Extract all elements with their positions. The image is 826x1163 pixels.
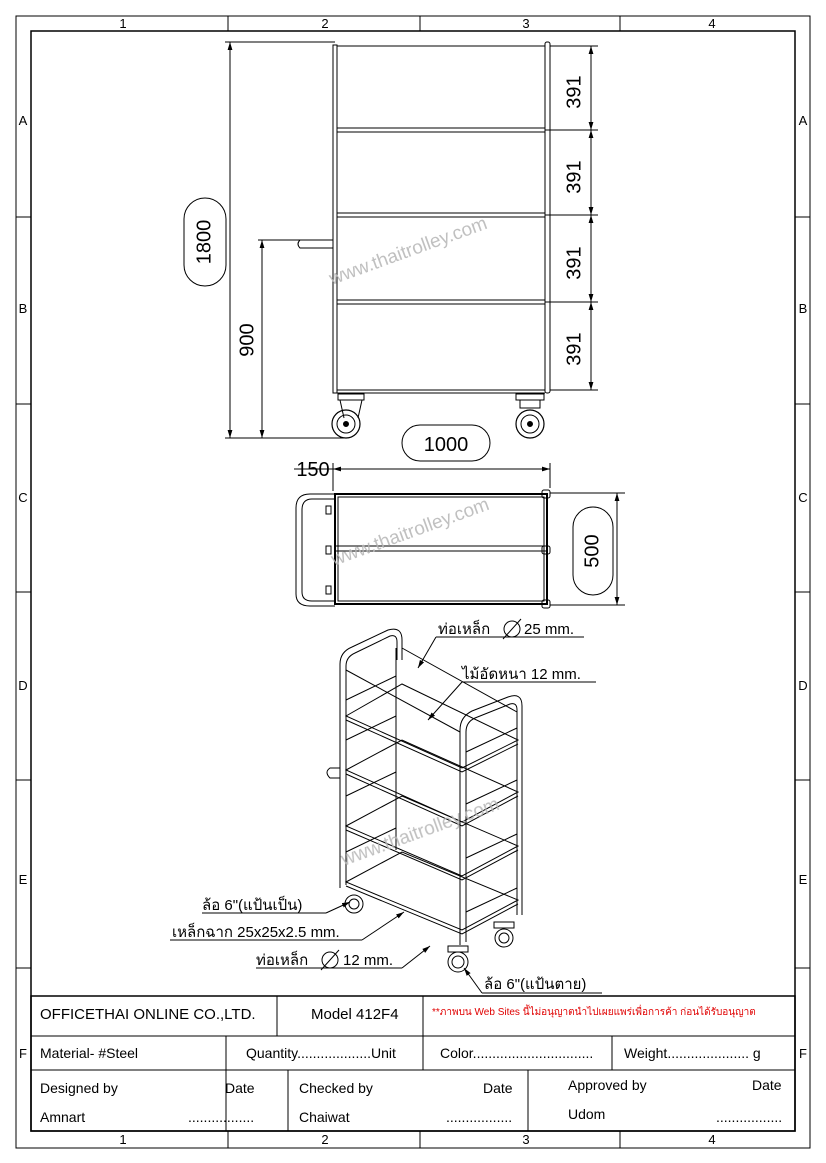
grid-row-b-right: B [798, 301, 808, 316]
checked-by-name: Chaiwat [299, 1109, 350, 1125]
grid-row-a-left: A [18, 113, 28, 128]
outer-border [16, 16, 810, 1148]
callout-angle-steel: เหล็กฉาก 25x25x2.5 mm. [172, 924, 340, 941]
approved-by-label: Approved by [568, 1077, 647, 1093]
designed-by-name: Amnart [40, 1109, 86, 1125]
checked-date-label: Date [483, 1080, 513, 1096]
dim-shelf-4: 391 [563, 332, 586, 366]
approved-by-name: Udom [568, 1106, 606, 1122]
grid-row-b-left: B [18, 301, 28, 316]
inner-border [31, 31, 795, 1131]
grid-row-c-right: C [798, 490, 808, 505]
grid-row-f-left: F [19, 1046, 27, 1061]
callout-plywood: ไม้อัดหนา 12 mm. [462, 666, 581, 683]
dim-handle-offset: 150 [296, 459, 330, 481]
dim-shelf-2: 391 [563, 160, 586, 194]
grid-ticks [16, 16, 810, 1148]
material: Material- #Steel [40, 1045, 139, 1061]
checked-date-value: ................. [446, 1109, 513, 1125]
color: Color............................... [440, 1045, 594, 1061]
callout-steel-tube: ท่อเหล็ก [438, 621, 491, 638]
grid-col-3-top: 3 [522, 16, 530, 31]
watermark-side: www.thaitrolley.com [326, 213, 491, 290]
callout-fixed-wheel: ล้อ 6"(แป้นตาย) [484, 976, 587, 993]
quantity: Quantity...................Unit [246, 1045, 396, 1061]
grid-col-1-bottom: 1 [119, 1132, 127, 1147]
watermark-iso: www.thaitrolley.com [338, 794, 503, 871]
grid-row-e-left: E [18, 872, 28, 887]
grid-row-d-left: D [18, 678, 28, 693]
grid-col-3-bottom: 3 [522, 1132, 530, 1147]
callout-steel-tube-size: 25 mm. [524, 621, 575, 638]
grid-col-4-bottom: 4 [708, 1132, 716, 1147]
checked-by-label: Checked by [299, 1080, 373, 1096]
grid-col-1-top: 1 [119, 16, 127, 31]
weight: Weight..................... g [624, 1045, 761, 1061]
company-name: OFFICETHAI ONLINE CO.,LTD. [40, 1006, 256, 1023]
dim-shelf-1: 391 [563, 75, 586, 109]
dim-depth: 500 [581, 534, 604, 568]
grid-row-d-right: D [798, 678, 808, 693]
designed-date-value: ................. [188, 1109, 255, 1125]
approved-date-value: ................. [716, 1109, 783, 1125]
designed-by-label: Designed by [40, 1080, 118, 1096]
approved-date-label: Date [752, 1077, 782, 1093]
dim-overall-width: 1000 [423, 434, 469, 456]
grid-col-4-top: 4 [708, 16, 716, 31]
grid-col-2-top: 2 [321, 16, 329, 31]
callout-swivel-wheel: ล้อ 6"(แป้นเป็น) [202, 897, 303, 914]
designed-date-label: Date [225, 1080, 255, 1096]
callout-small-tube-size: 12 mm. [343, 952, 394, 969]
grid-row-a-right: A [798, 113, 808, 128]
grid-row-f-right: F [799, 1046, 807, 1061]
model-number: Model 412F4 [311, 1006, 399, 1023]
grid-col-2-bottom: 2 [321, 1132, 329, 1147]
grid-row-c-left: C [18, 490, 28, 505]
dim-total-height: 1800 [193, 219, 216, 265]
grid-row-e-right: E [798, 872, 808, 887]
watermark-top: www.thaitrolley.com [328, 494, 493, 571]
dim-handle-height: 900 [236, 323, 259, 357]
dim-shelf-3: 391 [563, 246, 586, 280]
top-view [294, 463, 625, 608]
copyright-notice: **ภาพบน Web Sites นี้ไม่อนุญาตนำไปเผยแพร่เพื่อการค้า ก่อนได้รับอนุญาต [432, 1007, 756, 1018]
callout-small-tube: ท่อเหล็ก [256, 952, 309, 969]
